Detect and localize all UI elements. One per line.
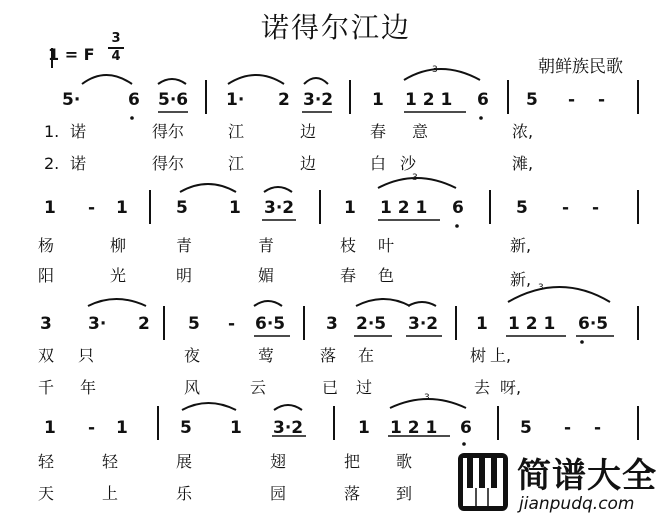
lyric: 园 <box>270 484 287 503</box>
note: 1 2 1 <box>390 418 438 438</box>
key-signature: 1 = F <box>48 45 95 64</box>
octave-dot <box>580 340 584 344</box>
octave-dot <box>130 116 134 120</box>
lyric: 落 <box>320 346 337 365</box>
lyric: 莺 <box>258 346 275 365</box>
note: 1· <box>226 90 245 110</box>
lyric: 意 <box>412 122 429 141</box>
lyric: 过 <box>356 378 373 397</box>
note: 2 <box>278 90 290 110</box>
note: 1 <box>229 198 241 218</box>
slur <box>404 69 480 80</box>
note: 2·5 <box>356 314 387 334</box>
note: 1 <box>44 418 56 438</box>
note: 5 <box>176 198 188 218</box>
lyric: 云 <box>250 378 267 397</box>
slur <box>408 302 436 306</box>
note: 5· <box>62 90 81 110</box>
lyric: 青 <box>258 236 275 255</box>
note: 5 <box>516 198 528 218</box>
lyric: 沙 <box>400 154 417 173</box>
slur <box>82 75 132 84</box>
note: - <box>592 198 600 218</box>
watermark-url: jianpudq.com <box>519 494 635 514</box>
note: 5 <box>188 314 200 334</box>
attribution: 朝鲜族民歌 <box>538 57 623 77</box>
lyric: 色 <box>378 266 395 285</box>
lyric: 年 <box>80 378 97 397</box>
lyric: 明 <box>176 266 193 285</box>
lyric: 在 <box>358 346 375 365</box>
note: 1 <box>476 314 488 334</box>
lyric: 柳 <box>110 236 127 255</box>
song-title: 诺得尔江边 <box>260 11 411 44</box>
note: 6·5 <box>255 314 286 334</box>
lyric: 把 <box>344 452 361 471</box>
note: - <box>228 314 236 334</box>
lyric: 上, <box>490 346 512 365</box>
lyric: 树 <box>470 346 487 365</box>
lyric: 轻 <box>102 452 119 471</box>
note: 6 <box>477 90 489 110</box>
lyric: 2. <box>44 154 60 173</box>
lyric: 轻 <box>38 452 55 471</box>
lyric: 浓, <box>512 122 534 141</box>
lyric: 光 <box>110 266 127 285</box>
note: 5 <box>520 418 532 438</box>
note: - <box>562 198 570 218</box>
lyric: 枝 <box>340 236 357 255</box>
lyric: 双 <box>38 346 55 365</box>
slur <box>158 79 186 84</box>
note: 3·2 <box>264 198 295 218</box>
note: 2 <box>138 314 150 334</box>
lyric: 得尔 <box>152 122 185 141</box>
lyric: 风 <box>184 378 201 397</box>
note: 6 <box>460 418 472 438</box>
note: 1 <box>116 198 128 218</box>
lyric: 春 <box>340 266 357 285</box>
piano-logo-icon <box>457 452 509 512</box>
lyric: 青 <box>176 236 193 255</box>
note: 3 <box>326 314 338 334</box>
lyric: 滩, <box>512 154 534 173</box>
note: 1 2 1 <box>380 198 428 218</box>
slur <box>88 299 146 306</box>
lyric: 乐 <box>176 484 193 503</box>
octave-dot <box>455 224 459 228</box>
note: 5·6 <box>158 90 189 110</box>
note: 3· <box>88 314 107 334</box>
slur <box>304 78 328 84</box>
lyric: 得尔 <box>152 154 185 173</box>
note: 6 <box>452 198 464 218</box>
note: 5 <box>180 418 192 438</box>
note: 1 2 1 <box>405 90 453 110</box>
note: - <box>594 418 602 438</box>
note: - <box>564 418 572 438</box>
octave-dot <box>462 442 466 446</box>
note: 3 <box>40 314 52 334</box>
note: - <box>598 90 606 110</box>
note: 6·5 <box>578 314 609 334</box>
tuplet-mark: 3 <box>432 65 438 75</box>
meter-bottom: 4 <box>111 49 121 64</box>
lyric: 诺 <box>70 122 87 141</box>
note: 1 2 1 <box>508 314 556 334</box>
note: 1 <box>44 198 56 218</box>
lyric: 千 <box>38 378 55 397</box>
meter-top: 3 <box>111 31 121 46</box>
lyric: 1. <box>44 122 60 141</box>
lyric: 夜 <box>184 346 201 365</box>
lyric: 只 <box>78 346 95 365</box>
lyric: 新, <box>510 270 532 289</box>
lyric: 歌 <box>396 452 413 471</box>
lyric: 杨 <box>38 236 55 255</box>
note: 1 <box>372 90 384 110</box>
note: 3·2 <box>273 418 304 438</box>
note: 1 <box>230 418 242 438</box>
slur <box>228 75 284 84</box>
lyric: 媚 <box>258 266 275 285</box>
slur <box>182 403 236 410</box>
slur <box>356 299 410 306</box>
lyric: 展 <box>176 452 193 471</box>
note: - <box>88 418 96 438</box>
slur <box>264 187 292 192</box>
lyric: 阳 <box>38 266 55 285</box>
watermark <box>455 448 671 520</box>
note: 1 <box>116 418 128 438</box>
note: 3·2 <box>408 314 439 334</box>
lyric: 江 <box>228 154 245 173</box>
note: - <box>88 198 96 218</box>
lyric: 落 <box>344 484 361 503</box>
tuplet-mark: 3 <box>538 283 544 293</box>
note: 1 <box>344 198 356 218</box>
note: 6 <box>128 90 140 110</box>
lyric: 呀, <box>500 378 522 397</box>
slur <box>274 405 302 410</box>
note: 1 <box>358 418 370 438</box>
octave-dot <box>479 116 483 120</box>
slur <box>508 287 610 302</box>
lyric: 上 <box>102 484 119 503</box>
lyric: 已 <box>322 378 339 397</box>
tuplet-mark: 3 <box>412 173 418 183</box>
lyric: 春 <box>370 122 387 141</box>
slur <box>254 301 282 306</box>
lyric: 边 <box>300 122 317 141</box>
note: 3·2 <box>303 90 334 110</box>
slur <box>180 184 236 192</box>
lyric: 到 <box>396 484 413 503</box>
tuplet-mark: 3 <box>424 393 430 403</box>
lyric: 诺 <box>70 154 87 173</box>
lyric: 边 <box>300 154 317 173</box>
lyric: 白 <box>370 154 387 173</box>
lyric: 翅 <box>270 452 287 471</box>
lyric: 新, <box>510 236 532 255</box>
note: 5 <box>526 90 538 110</box>
watermark-name: 简谱大全 <box>517 456 657 496</box>
lyric: 叶 <box>378 236 395 255</box>
note: - <box>568 90 576 110</box>
lyric: 去 <box>474 378 491 397</box>
lyric: 天 <box>38 484 55 503</box>
lyric: 江 <box>228 122 245 141</box>
